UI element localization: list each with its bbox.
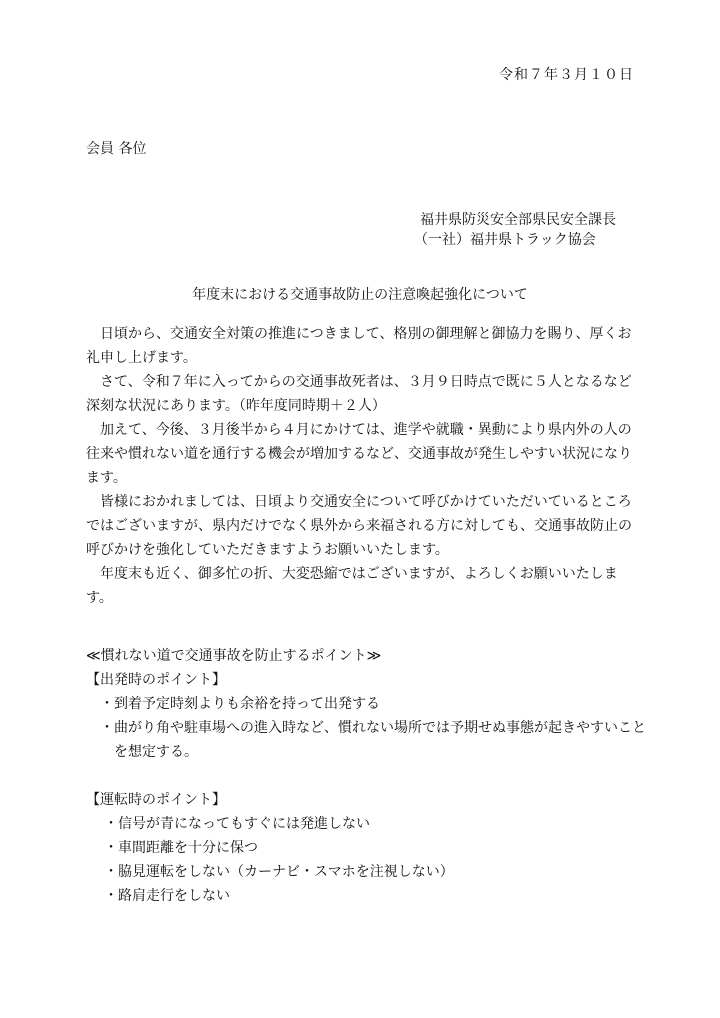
sender-block [414,210,616,250]
list-item: ・信号が青になってもすぐには発進しない [104,816,370,832]
body-paragraph-2: さて、令和７年に入ってからの交通事故死者は、３月９日時点で既に５人となるなど深刻な状況にあります。（昨年度同時期＋２人） [86,374,632,414]
document-title: 年度末における交通事故防止の注意喚起強化について [192,287,528,303]
document-date: 令和７年３月１０日 [499,67,634,83]
sender-line-1: 福井県防災安全部県民安全課長 [420,212,616,228]
departure-section [86,668,646,764]
list-item: ・曲がり角や駐車場への進入時など、慣れない場所では予期せぬ事態が起きやすいことを想定する。 [100,720,646,760]
body-paragraph-3: 加えて、今後、３月後半から４月にかけては、進学や就職・異動により県内外の人の往来や慣れない道を通行する機会が増加するなど、交通事故が発生しやすい状況になります。 [86,422,632,486]
list-item: ・到着予定時刻よりも余裕を持って出発する [100,696,380,712]
sender-line-2: （一社）福井県トラック協会 [414,232,596,248]
departure-list [86,692,646,764]
body-paragraph-4: 皆様におかれましては、日頃より交通安全について呼びかけていただいているところではございますが、県内だけでなく県外から来福される方に対しても、交通事故防止の呼びかけを強化していただきますようお願いいたします。 [86,494,632,558]
body-paragraph-1: 日頃から、交通安全対策の推進につきまして、格別の御理解と御協力を賜り、厚くお礼申し上げます。 [86,326,632,366]
body-paragraph-5: 年度末も近く、御多忙の折、大変恐縮ではございますが、よろしくお願いいたします。 [86,566,618,606]
points-heading: ≪慣れない道で交通事故を防止するポイント≫ [86,648,382,664]
document-body [86,322,638,610]
driving-list [86,812,646,908]
addressee: 会員 各位 [86,141,147,157]
list-item: ・路肩走行をしない [104,888,230,904]
departure-label: 【出発時のポイント】 [86,672,226,688]
driving-label: 【運転時のポイント】 [86,792,226,808]
list-item: ・脇見運転をしない（カーナビ・スマホを注視しない） [104,864,454,880]
safety-points [86,644,646,908]
driving-section [86,788,646,908]
list-item: ・車間距離を十分に保つ [104,840,258,856]
